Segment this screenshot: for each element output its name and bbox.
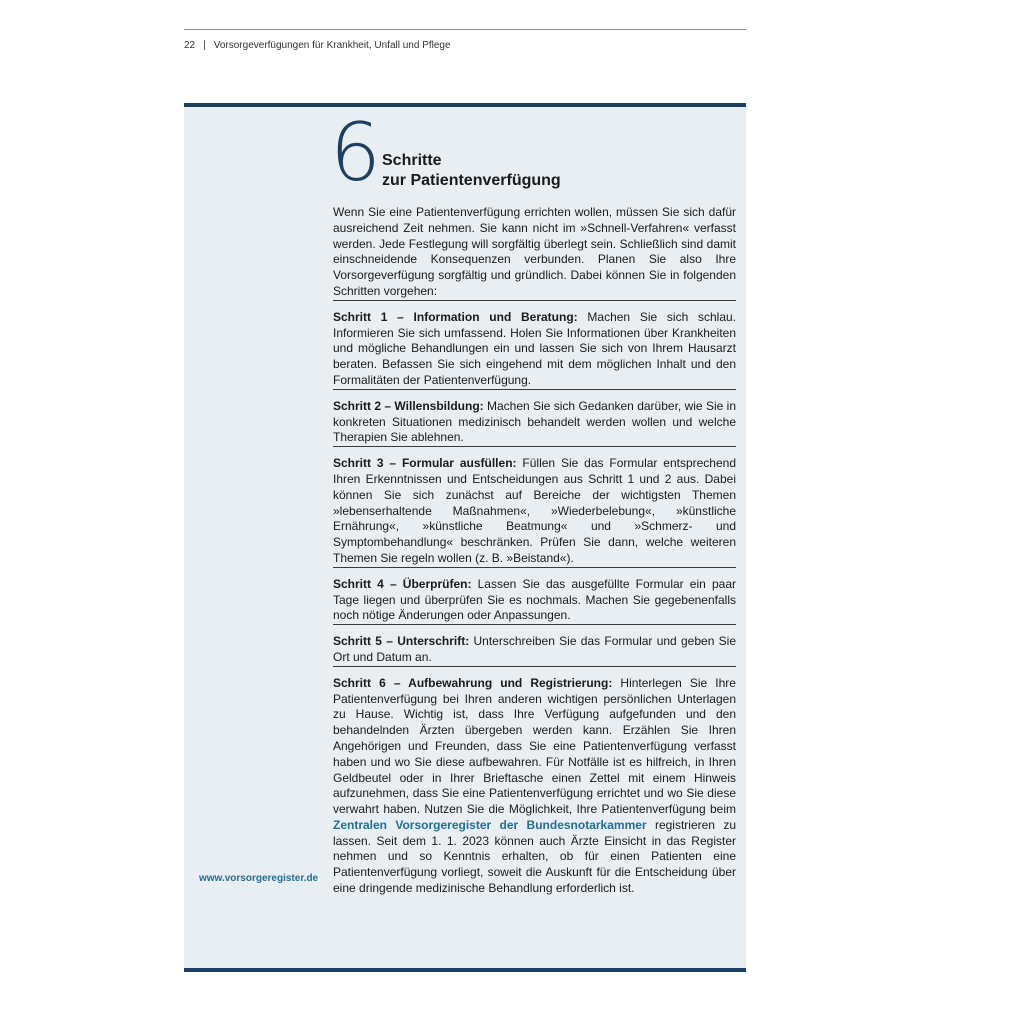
box-number: 6 [330, 106, 381, 199]
step-3 [333, 446, 736, 567]
step-6-title: Schritt 6 – Aufbewahrung und Registrierung: [333, 675, 613, 690]
step-1-text: Machen Sie sich schlau. Informieren Sie sich umfassend. Holen Sie Informationen über Krankheiten und mögliche Behandlungen ein und lassen Sie sich von Ihrem Hausarzt beraten. Befassen Sie sich eingehend mit dem möglichen Inhalt und den Formalitäten der Patientenverfügung. [333, 309, 737, 387]
side-url-link[interactable]: www.vorsorgeregister.de [199, 873, 319, 884]
step-2-text: Machen Sie sich Gedanken darüber, wie Sie in konkreten Situationen medizinisch behandelt werden wollen und welche Therapien Sie ablehnen. [333, 398, 736, 445]
step-3-title: Schritt 3 – Formular ausfüllen: [333, 456, 517, 471]
box-content [333, 205, 736, 897]
step-3-text: Füllen Sie das Formular entsprechend Ihren Erkenntnissen und Entscheidungen aus Schritt 1 und 2 aus. Dabei können Sie sich zunächst auf Bereiche der wichtigsten Themen »lebenserhaltende Maßnahmen«, »Wiederbelebung«, »künstliche Ernährung«, »künstliche Beatmung« und »Schmerz- und Symptombehandlung« beschränken. Prüfen Sie dann, welche weiteren Themen Sie regeln wollen (z. B. »Beistand«). [333, 456, 736, 565]
step-4-title: Schritt 4 – Überprüfen: [333, 576, 472, 591]
box-heading [382, 151, 561, 191]
step-4 [333, 567, 736, 624]
step-4-text: Lassen Sie das ausgefüllte Formular ein paar Tage liegen und überprüfen Sie es nochmals. Machen Sie gegebenenfalls noch nötige Änderungen oder Anpassungen. [333, 576, 736, 623]
running-header [184, 40, 451, 51]
step-6 [333, 666, 736, 897]
step-5-title: Schritt 5 – Unterschrift: [333, 634, 470, 649]
header-separator: | [203, 40, 206, 51]
step-2 [333, 389, 736, 446]
step-5-text: Unterschreiben Sie das Formular und geben Sie Ort und Datum an. [333, 634, 737, 664]
running-title: Vorsorgeverfügungen für Krankheit, Unfall und Pflege [213, 40, 451, 51]
box-heading-line1: Schritte [382, 152, 442, 169]
intro-paragraph: Wenn Sie eine Patientenverfügung errichten wollen, müssen Sie sich dafür ausreichend Zeit nehmen. Sie kann nicht im »Schnell-Verfahren« verfasst werden. Jede Festlegung will sorgfältig überlegt sein. Schließlich sind damit einschneidende Konsequenzen verbunden. Planen Sie also Ihre Vorsorgeverfügung sorgfältig und gründlich. Dabei können Sie in folgenden Schritten vorgehen: [333, 205, 736, 298]
step-2-title: Schritt 2 – Willensbildung: [333, 398, 484, 413]
step-6-text-before: Hinterlegen Sie Ihre Patientenverfügung bei Ihren anderen wichtigen persönlichen Unterlagen zu Hause. Wichtig ist, dass Ihre Verfügung aufgefunden und den behandelnden Ärzten übergeben werden kann. Erzählen Sie Ihren Angehörigen und Freunden, dass Sie eine Patientenverfügung verfasst haben und wo Sie diese aufbewahren. Für Notfälle ist es hilfreich, in Ihren Geldbeutel oder in Ihrer Brieftasche einen Zettel mit einem Hinweis aufzunehmen, dass Sie eine Patientenverfügung errichtet und wo Sie diese verwahrt haben. Nutzen Sie die Möglichkeit, Ihre Patientenverfügung beim [333, 675, 736, 817]
step-5 [333, 624, 736, 666]
step-1-title: Schritt 1 – Information und Beratung: [333, 309, 578, 324]
box-heading-line2: zur Patientenverfügung [382, 172, 561, 189]
step-1 [333, 300, 736, 389]
step-6-text-after: registrieren zu lassen. Seit dem 1. 1. 2023 können auch Ärzte Einsicht in das Register nehmen und so Kenntnis erhalten, ob für einen Patienten eine Patientenverfügung vorliegt, soweit die Auskunft für die Entscheidung über eine dringende medizinische Behandlung erforderlich ist. [333, 817, 736, 896]
page-number: 22 [184, 40, 196, 51]
header-rule [184, 29, 746, 30]
vorsorgeregister-link[interactable]: Zentralen Vorsorgeregister der Bundesnotarkammer [333, 817, 647, 832]
